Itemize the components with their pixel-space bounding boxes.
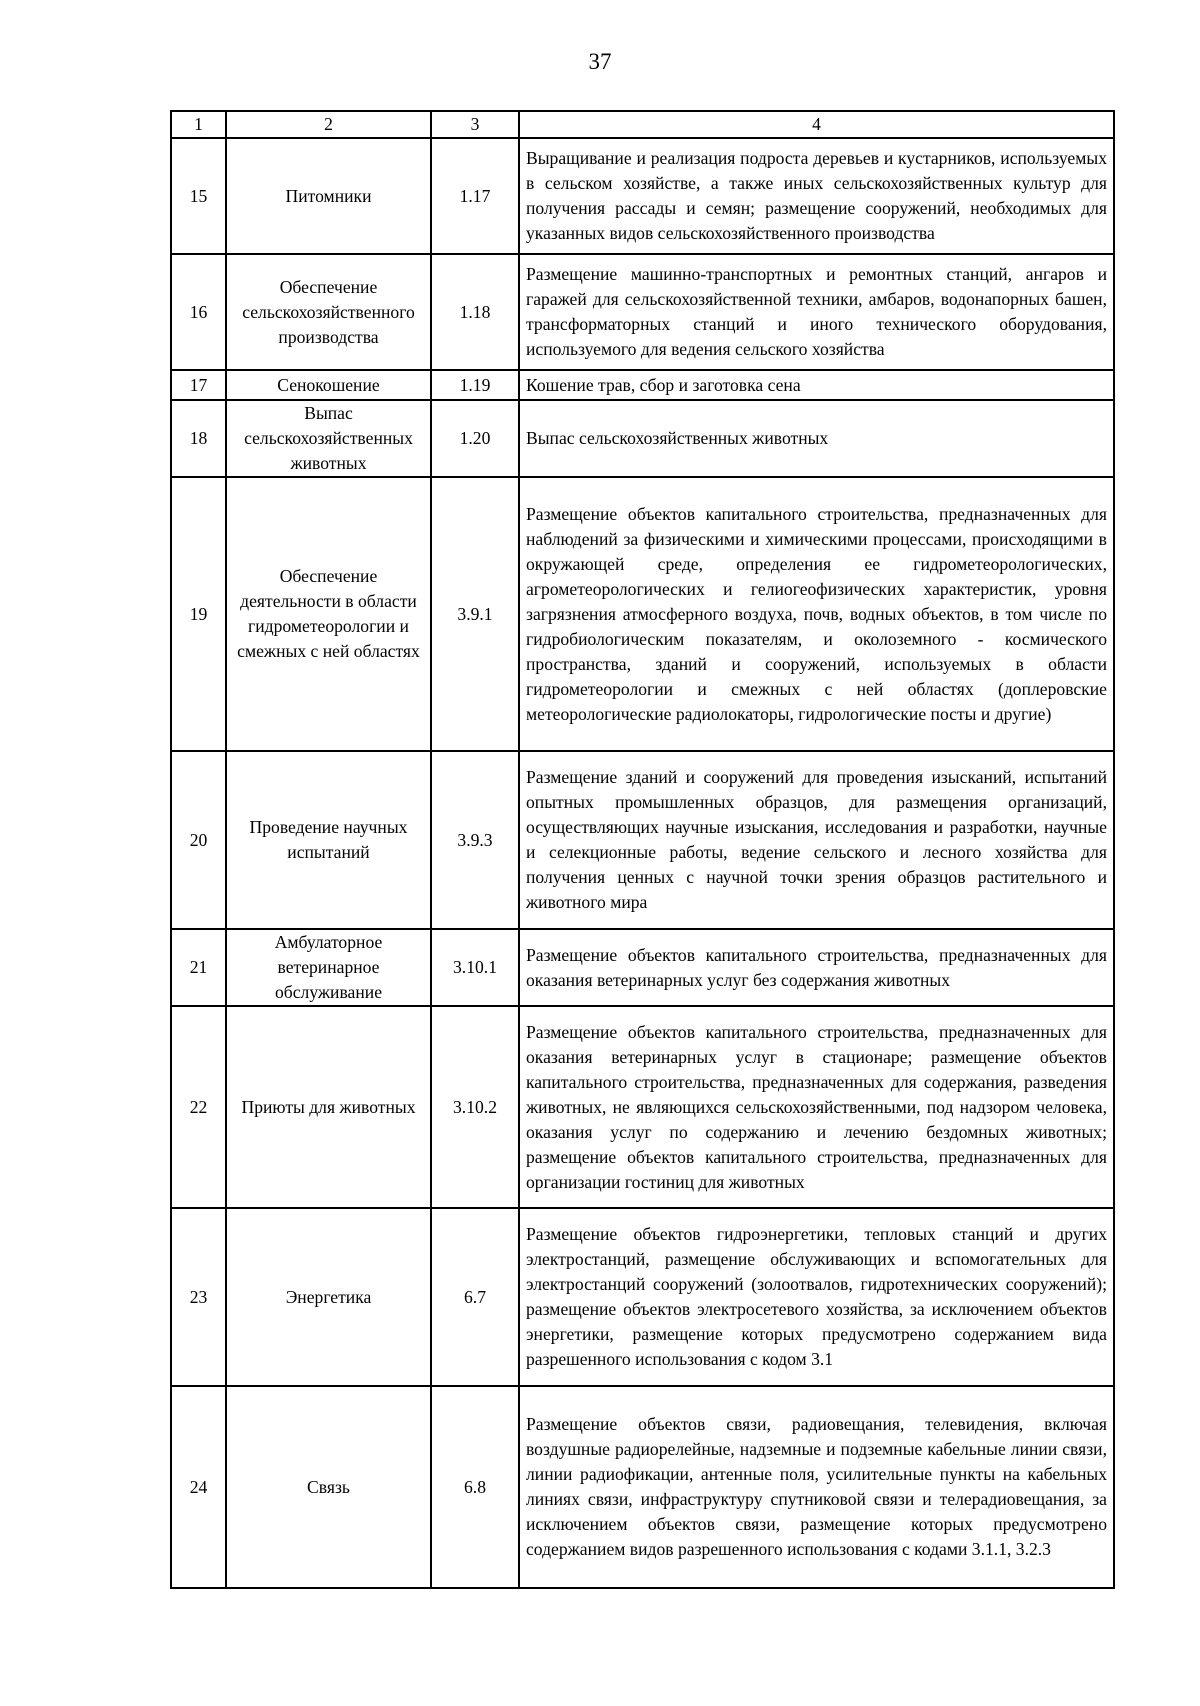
use-type-name: Проведение научных испытаний — [226, 751, 431, 929]
table-row — [171, 751, 1114, 929]
use-type-description: Выращивание и реализация подроста деревьев и кустарников, используемых в сельском хозяйстве, а также иных сельскохозяйственных культур для получения рассады и семян; размещение сооружений, необходимых для указанных видов сельскохозяйственного производства — [519, 138, 1114, 254]
table-header-row — [171, 111, 1114, 138]
table-row — [171, 370, 1114, 400]
row-number: 22 — [171, 1006, 226, 1208]
use-type-description: Размещение объектов капитального строительства, предназначенных для оказания ветеринарных услуг в стационаре; размещение объектов капитального строительства, предназначенных для содержания, разведения животных, не являющихся сельскохозяйственными, под надзором человека, оказания услуг по содержанию и лечению бездомных животных; размещение объектов капитального строительства, предназначенных для организации гостиниц для животных — [519, 1006, 1114, 1208]
table-row — [171, 138, 1114, 254]
table-row — [171, 1208, 1114, 1386]
use-type-code: 1.19 — [431, 370, 519, 400]
table-row — [171, 1386, 1114, 1588]
use-type-description: Размещение объектов капитального строительства, предназначенных для оказания ветеринарных услуг без содержания животных — [519, 929, 1114, 1006]
use-type-description: Размещение объектов капитального строительства, предназначенных для наблюдений за физическими и химическими процессами, происходящими в окружающей среде, определения ее гидрометеорологических, агрометеорологических и гелиогеофизических характеристик, уровня загрязнения атмосферного воздуха, почв, водных объектов, в том числе по гидробиологическим показателям, и околоземного - космического пространства, зданий и сооружений, используемых в области гидрометеорологии и смежных с ней областях (доплеровские метеорологические радиолокаторы, гидрологические посты и другие) — [519, 477, 1114, 751]
table-row — [171, 929, 1114, 1006]
use-type-code: 1.20 — [431, 400, 519, 477]
table-row — [171, 400, 1114, 477]
row-number: 23 — [171, 1208, 226, 1386]
row-number: 17 — [171, 370, 226, 400]
use-type-description: Размещение машинно-транспортных и ремонтных станций, ангаров и гаражей для сельскохозяйственной техники, амбаров, водонапорных башен, трансформаторных станций и иного технического оборудования, используемого для ведения сельского хозяйства — [519, 254, 1114, 370]
use-type-name: Выпас сельскохозяйственных животных — [226, 400, 431, 477]
use-type-description: Размещение объектов связи, радиовещания, телевидения, включая воздушные радиорелейные, надземные и подземные кабельные линии связи, линии радиофикации, антенные поля, усилительные пункты на кабельных линиях связи, инфраструктуру спутниковой связи и телерадиовещания, за исключением объектов связи, размещение которых предусмотрено содержанием видов разрешенного использования с кодами 3.1.1, 3.2.3 — [519, 1386, 1114, 1588]
column-number-4: 4 — [519, 111, 1114, 138]
row-number: 24 — [171, 1386, 226, 1588]
use-type-name: Энергетика — [226, 1208, 431, 1386]
use-type-description: Кошение трав, сбор и заготовка сена — [519, 370, 1114, 400]
use-type-description: Размещение зданий и сооружений для проведения изысканий, испытаний опытных промышленных образцов, для размещения организаций, осуществляющих научные изыскания, исследования и разработки, научные и селекционные работы, ведение сельского и лесного хозяйства для получения ценных с научной точки зрения образцов растительного и животного мира — [519, 751, 1114, 929]
use-type-description: Размещение объектов гидроэнергетики, тепловых станций и других электростанций, размещение обслуживающих и вспомогательных для электростанций сооружений (золоотвалов, гидротехнических сооружений); размещение объектов электросетевого хозяйства, за исключением объектов энергетики, размещение которых предусмотрено содержанием вида разрешенного использования с кодом 3.1 — [519, 1208, 1114, 1386]
use-type-code: 3.9.1 — [431, 477, 519, 751]
use-type-code: 6.7 — [431, 1208, 519, 1386]
row-number: 21 — [171, 929, 226, 1006]
use-type-code: 1.18 — [431, 254, 519, 370]
row-number: 16 — [171, 254, 226, 370]
use-type-name: Сенокошение — [226, 370, 431, 400]
use-type-code: 3.10.2 — [431, 1006, 519, 1208]
use-type-code: 3.9.3 — [431, 751, 519, 929]
row-number: 15 — [171, 138, 226, 254]
row-number: 19 — [171, 477, 226, 751]
use-type-name: Обеспечение деятельности в области гидрометеорологии и смежных с ней областях — [226, 477, 431, 751]
row-number: 20 — [171, 751, 226, 929]
table-row — [171, 1006, 1114, 1208]
land-use-table — [170, 110, 1115, 1589]
use-type-code: 6.8 — [431, 1386, 519, 1588]
table-row — [171, 477, 1114, 751]
page-number: 37 — [588, 49, 612, 74]
column-number-1: 1 — [171, 111, 226, 138]
use-type-code: 1.17 — [431, 138, 519, 254]
column-number-3: 3 — [431, 111, 519, 138]
use-type-description: Выпас сельскохозяйственных животных — [519, 400, 1114, 477]
use-type-name: Амбулаторное ветеринарное обслуживание — [226, 929, 431, 1006]
use-type-name: Обеспечение сельскохозяйственного производства — [226, 254, 431, 370]
use-type-code: 3.10.1 — [431, 929, 519, 1006]
use-type-name: Связь — [226, 1386, 431, 1588]
column-number-2: 2 — [226, 111, 431, 138]
use-type-name: Приюты для животных — [226, 1006, 431, 1208]
row-number: 18 — [171, 400, 226, 477]
table-row — [171, 254, 1114, 370]
use-type-name: Питомники — [226, 138, 431, 254]
